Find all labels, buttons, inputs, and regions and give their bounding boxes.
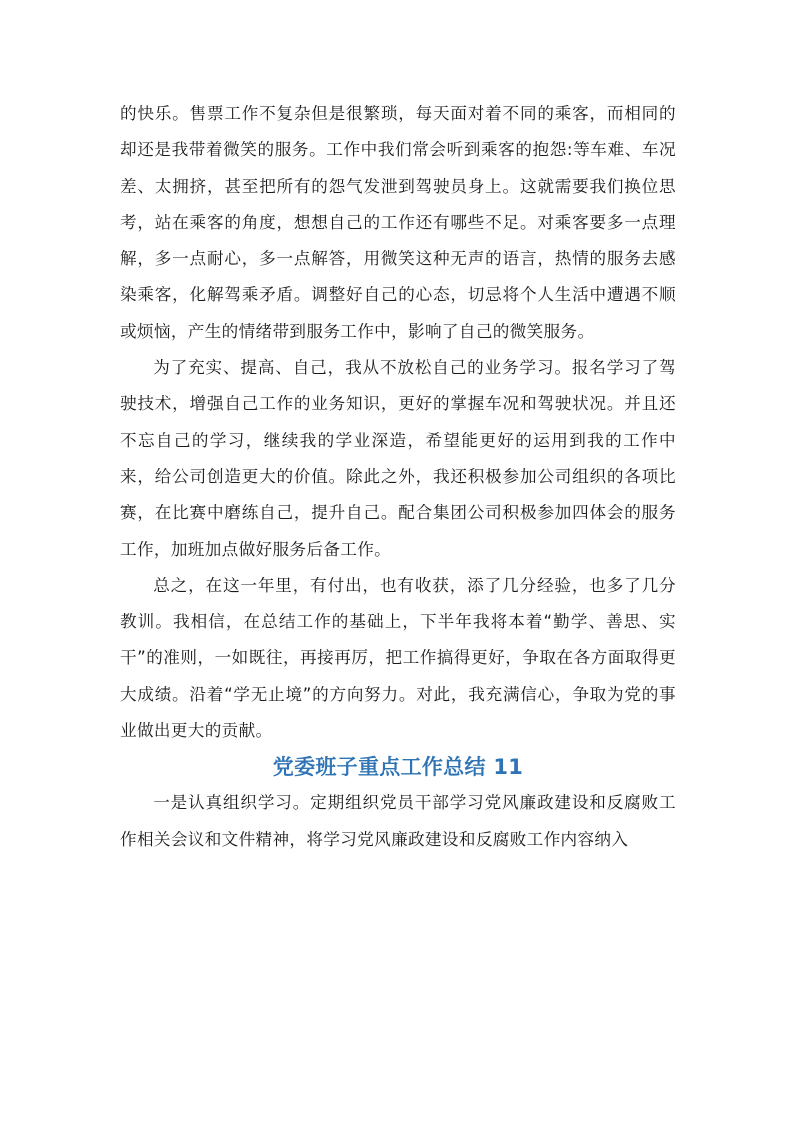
body-paragraph-1: 的快乐。售票工作不复杂但是很繁琐，每天面对着不同的乘客，而相同的却还是我带着微笑的服务。工作中我们常会听到乘客的抱怨:等车难、车况差、太拥挤，甚至把所有的怨气发泄到驾驶员身上。这就需要我们换位思考，站在乘客的角度，想想自己的工作还有哪些不足。对乘客要多一点理解，多一点耐心，多一点解答，用微笑这种无声的语言，热情的服务去感染乘客，化解驾乘矛盾。调整好自己的心态，切忌将个人生活中遭遇不顺或烦恼，产生的情绪带到服务工作中，影响了自己的微笑服务。: [120, 104, 676, 341]
document-body: [120, 96, 676, 858]
body-paragraph-4: 一是认真组织学习。定期组织党员干部学习党风廉政建设和反腐败工作相关会议和文件精神，将学习党风廉政建设和反腐败工作内容纳入: [120, 793, 676, 849]
body-paragraph-2: 为了充实、提高、自己，我从不放松自己的业务学习。报名学习了驾驶技术，增强自己工作的业务知识，更好的掌握车况和驾驶状况。并且还不忘自己的学习，继续我的学业深造，希望能更好的运用到我的工作中来，给公司创造更大的价值。除此之外，我还积极参加公司组织的各项比赛，在比赛中磨练自己，提升自己。配合集团公司积极参加四体会的服务工作，加班加点做好服务后备工作。: [120, 358, 676, 559]
section-heading: 党委班子重点工作总结 11: [272, 755, 524, 780]
body-paragraph-3: 总之，在这一年里，有付出，也有收获，添了几分经验，也多了几分教训。我相信，在总结工作的基础上，下半年我将本着“勤学、善思、实干”的准则，一如既往，再接再厉，把工作搞得更好，争取在各方面取得更大成绩。沿着“学无止境”的方向努力。对此，我充满信心，争取为党的事业做出更大的贡献。: [120, 575, 676, 741]
